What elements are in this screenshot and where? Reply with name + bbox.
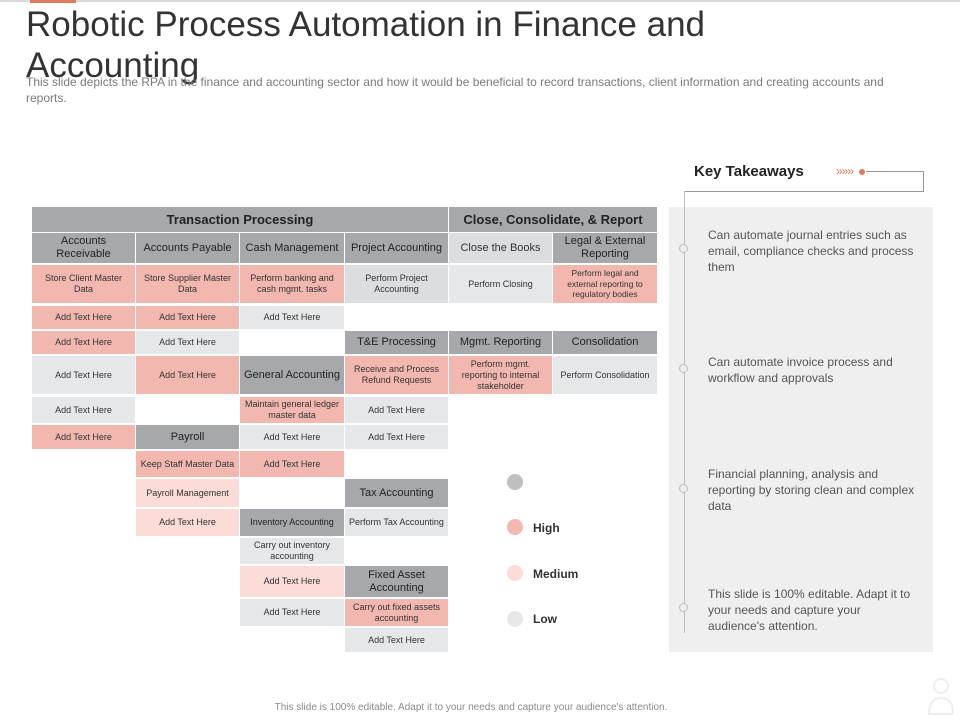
- header-accounts-payable: Accounts Payable: [136, 233, 239, 263]
- cell-add-text: Add Text Here: [32, 306, 135, 329]
- cell-add-text: Add Text Here: [136, 331, 239, 354]
- cell-add-text: Add Text Here: [136, 509, 239, 536]
- cell-carry-out-inventory: Carry out inventory accounting: [240, 538, 344, 564]
- legend-low-label: Low: [533, 612, 557, 626]
- cell-perform-legal-reporting: Perform legal and external reporting to regulatory bodies: [553, 265, 657, 303]
- key-takeaways-title: Key Takeaways: [694, 163, 804, 180]
- cell-add-text: Add Text Here: [345, 397, 448, 423]
- header-consolidation: Consolidation: [553, 331, 657, 354]
- legend-medium-label: Medium: [533, 567, 579, 581]
- legend-medium-dot: [507, 565, 523, 581]
- header-inventory-accounting: Inventory Accounting: [240, 509, 344, 536]
- cell-add-text: Add Text Here: [32, 425, 135, 449]
- takeaway-item: This slide is 100% editable. Adapt it to your needs and capture your audience's attention.: [708, 587, 911, 633]
- cell-carry-out-fixed-assets: Carry out fixed assets accounting: [345, 599, 448, 626]
- cell-perform-banking: Perform banking and cash mgmt. tasks: [240, 265, 344, 303]
- footer-note: This slide is 100% editable. Adapt it to your needs and capture your audience's attention.: [274, 702, 668, 713]
- header-payroll: Payroll: [136, 425, 239, 449]
- cell-perform-mgmt-reporting: Perform mgmt. reporting to internal stakeholder: [449, 356, 552, 394]
- cell-store-client-master-data: Store Client Master Data: [32, 265, 135, 303]
- cell-maintain-ledger: Maintain general ledger master data: [240, 397, 344, 423]
- legend-high-dot: [507, 519, 523, 535]
- cell-perform-project-accounting: Perform Project Accounting: [345, 265, 448, 303]
- cell-keep-staff-master-data: Keep Staff Master Data: [136, 451, 239, 477]
- cell-add-text: Add Text Here: [345, 628, 448, 652]
- legend-low-dot: [507, 611, 523, 627]
- takeaway-item: Financial planning, analysis and reporting by storing clean and complex data: [708, 467, 915, 513]
- bullet-icon: [679, 244, 688, 253]
- header-general-accounting: General Accounting: [240, 356, 344, 394]
- chevrons-right-icon: »»»: [836, 164, 854, 178]
- cell-perform-closing: Perform Closing: [449, 265, 552, 303]
- connector-line: [923, 171, 924, 192]
- header-legal-external-reporting: Legal & External Reporting: [553, 233, 657, 263]
- cell-perform-tax-accounting: Perform Tax Accounting: [345, 509, 448, 536]
- takeaway-item: Can automate invoice process and workflow and approvals: [708, 355, 893, 385]
- top-accent-bar: [30, 0, 76, 3]
- connector-line: [684, 191, 924, 192]
- header-close-the-books: Close the Books: [449, 233, 552, 263]
- connector-dot-icon: [859, 169, 865, 175]
- header-cash-management: Cash Management: [240, 233, 344, 263]
- cell-add-text: Add Text Here: [240, 451, 344, 477]
- cell-add-text: Add Text Here: [345, 425, 448, 449]
- cell-add-text: Add Text Here: [32, 356, 135, 394]
- section-close-consolidate-report: Close, Consolidate, & Report: [449, 207, 657, 232]
- timeline-line: [684, 191, 685, 633]
- cell-receive-refund: Receive and Process Refund Requests: [345, 356, 448, 394]
- cell-add-text: Add Text Here: [32, 331, 135, 354]
- person-icon: [926, 676, 956, 716]
- cell-perform-consolidation: Perform Consolidation: [553, 356, 657, 394]
- section-transaction-processing: Transaction Processing: [32, 207, 448, 232]
- bullet-icon: [679, 484, 688, 493]
- connector-line: [866, 171, 924, 172]
- header-te-processing: T&E Processing: [345, 331, 448, 354]
- header-project-accounting: Project Accounting: [345, 233, 448, 263]
- legend-neutral-dot: [507, 474, 523, 490]
- bullet-icon: [679, 364, 688, 373]
- header-tax-accounting: Tax Accounting: [345, 479, 448, 507]
- takeaway-item: Can automate journal entries such as email, compliance checks and process them: [708, 228, 914, 274]
- bullet-icon: [679, 603, 688, 612]
- cell-add-text: Add Text Here: [240, 306, 344, 329]
- top-rule: [0, 0, 960, 2]
- header-fixed-asset-accounting: Fixed Asset Accounting: [345, 566, 448, 597]
- cell-add-text: Add Text Here: [240, 566, 344, 597]
- header-accounts-receivable: Accounts Receivable: [32, 233, 135, 263]
- cell-add-text: Add Text Here: [240, 425, 344, 449]
- header-mgmt-reporting: Mgmt. Reporting: [449, 331, 552, 354]
- cell-add-text: Add Text Here: [32, 397, 135, 423]
- cell-store-supplier-master-data: Store Supplier Master Data: [136, 265, 239, 303]
- cell-add-text: Add Text Here: [136, 306, 239, 329]
- legend-high-label: High: [533, 521, 560, 535]
- slide-title: Robotic Process Automation in Finance and Accounting: [26, 5, 705, 85]
- cell-add-text: Add Text Here: [240, 599, 344, 626]
- cell-add-text: Add Text Here: [136, 356, 239, 394]
- slide-subtitle: This slide depicts the RPA in the finance and accounting sector and how it would be beneficial to record transactions, client information and creating accounts and reports.: [26, 75, 884, 105]
- cell-payroll-management: Payroll Management: [136, 479, 239, 507]
